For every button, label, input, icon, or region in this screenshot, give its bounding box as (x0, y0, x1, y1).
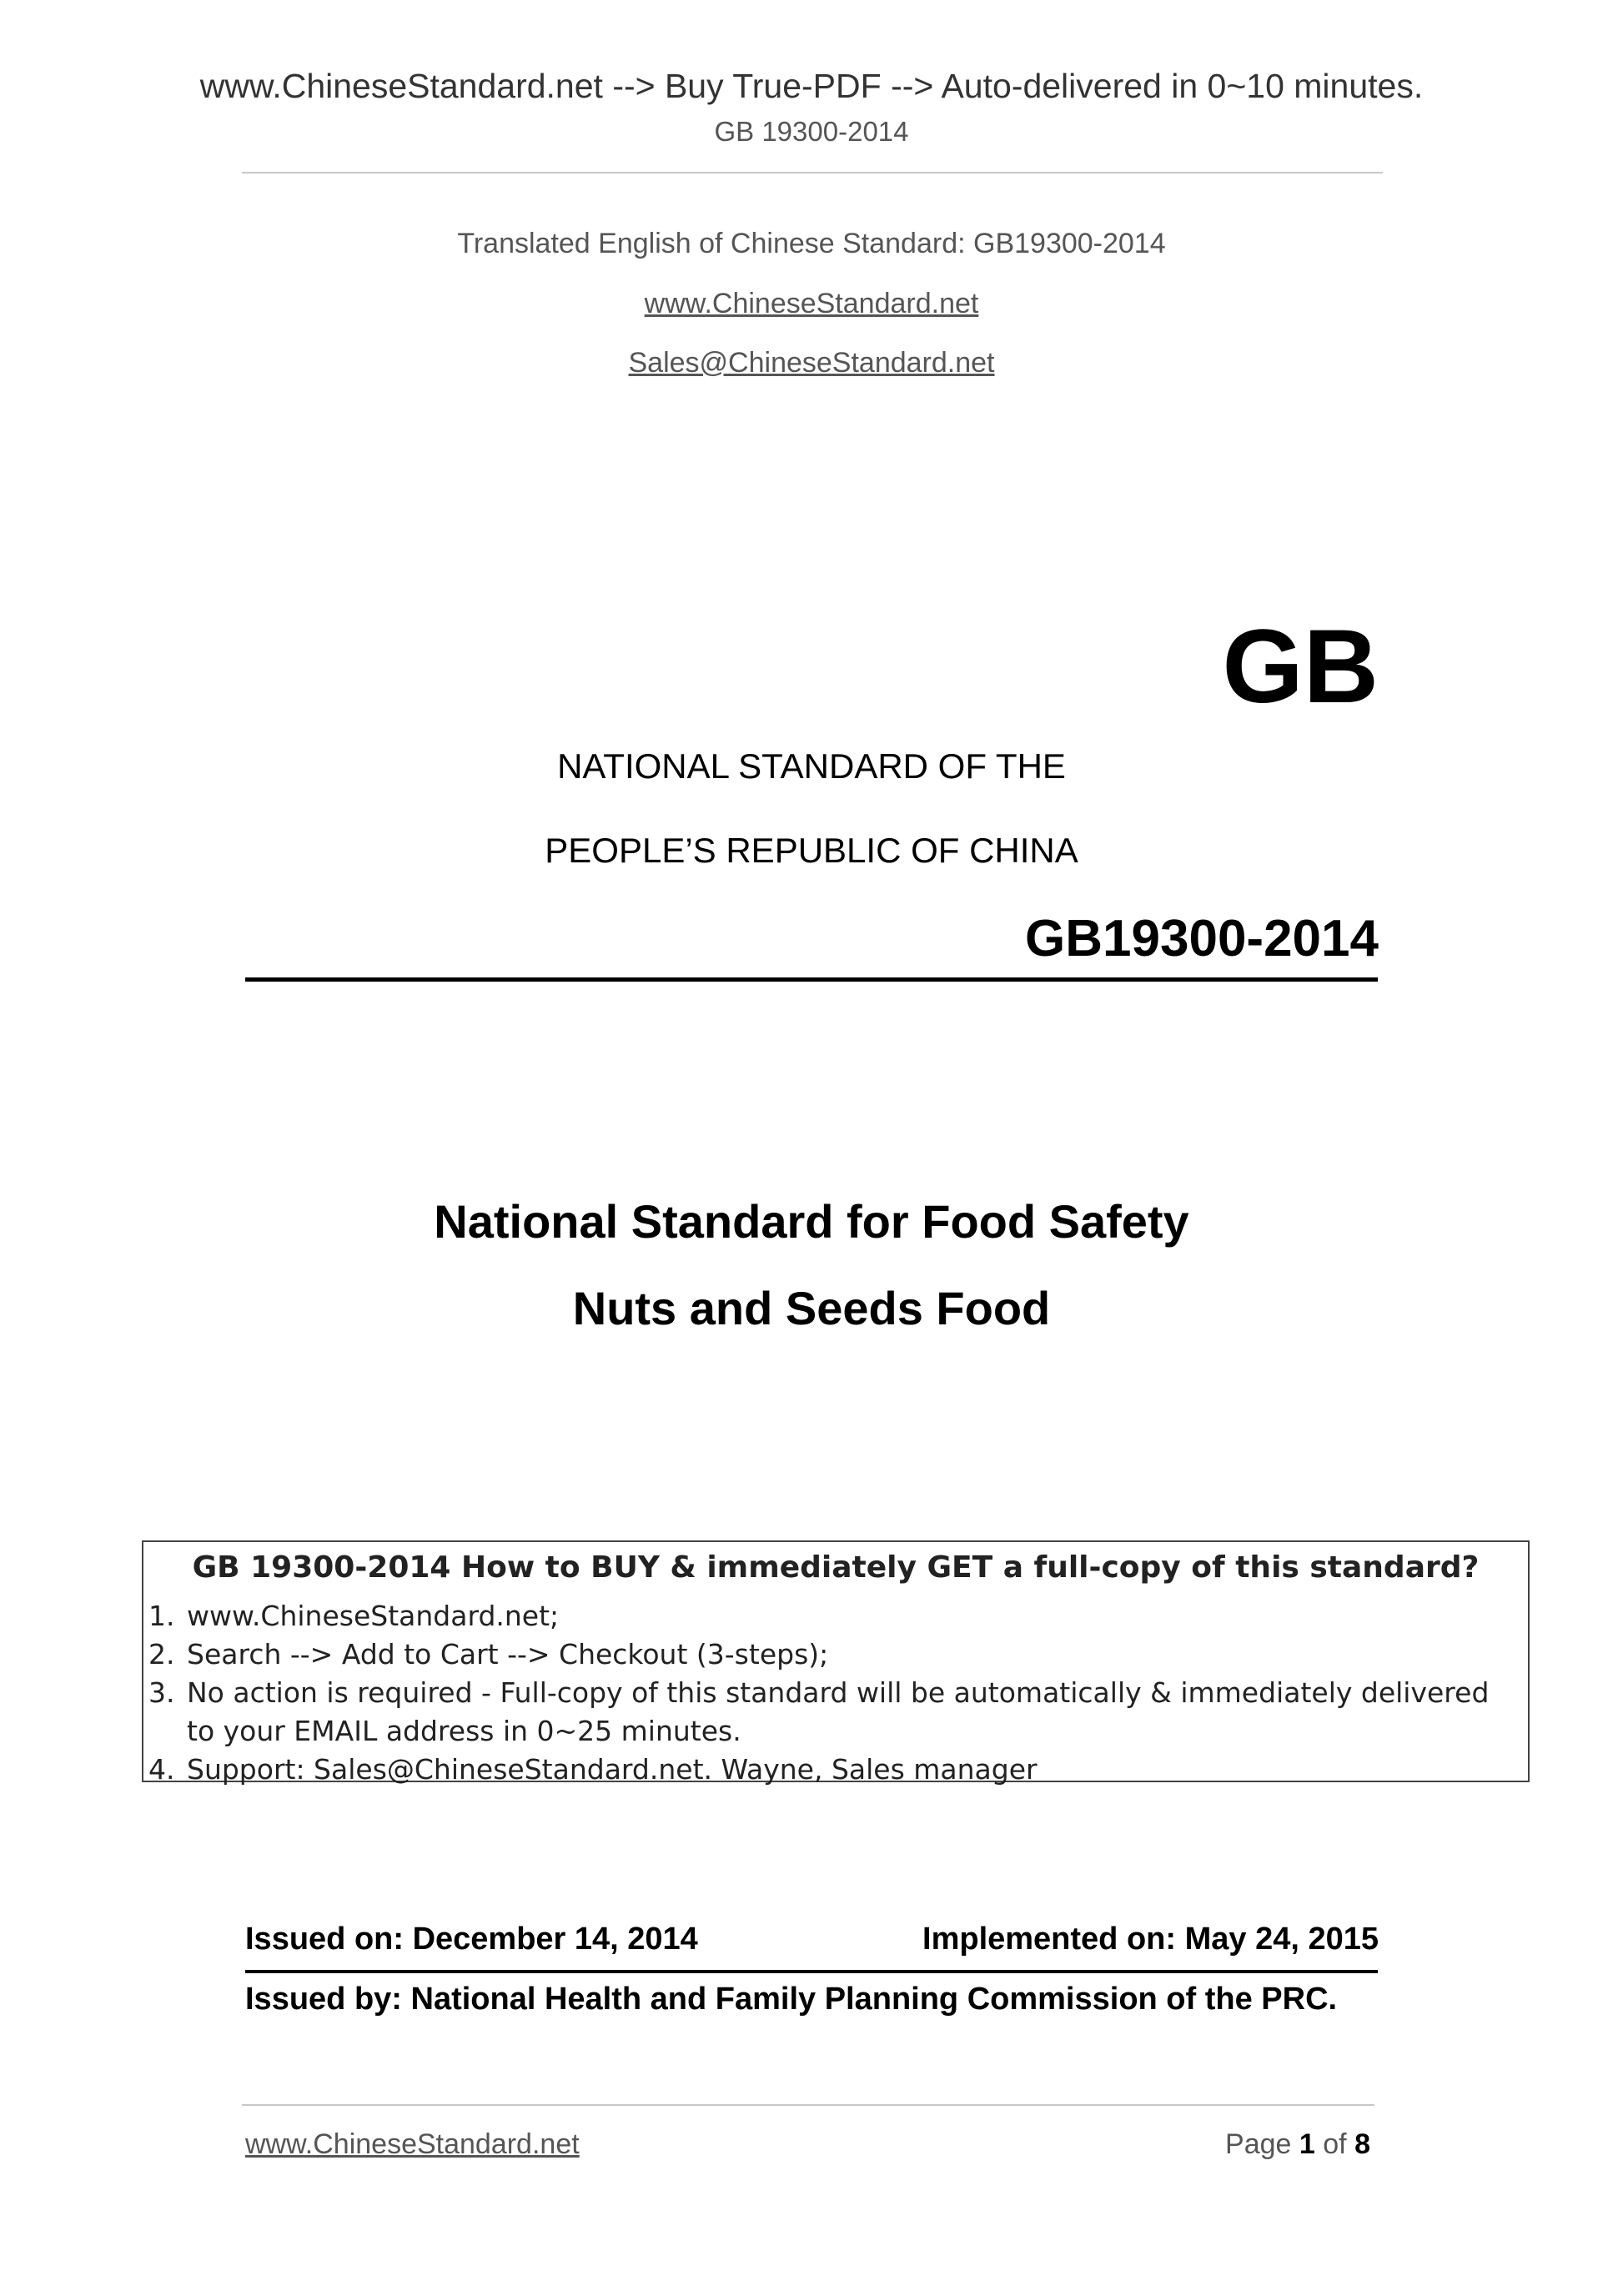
buy-step-text: Search --> Add to Cart --> Checkout (3-steps); (187, 1638, 829, 1671)
footer-divider (242, 2104, 1374, 2106)
buy-box-title: GB 19300-2014 How to BUY & immediately GET a full-copy of this standard? (192, 1550, 1480, 1585)
national-standard-line-1: NATIONAL STANDARD OF THE (557, 746, 1066, 786)
buy-step-text: No action is required - Full-copy of this standard will be automatically & immediately delivered to your EMAIL address in 0~25 minutes. (187, 1676, 1490, 1747)
document-title-line-2: Nuts and Seeds Food (572, 1282, 1051, 1334)
buy-instructions-box (142, 1540, 1530, 1786)
buy-step-text: www.ChineseStandard.net; (187, 1600, 560, 1632)
page-of: of (1314, 2128, 1355, 2160)
issued-on-date: Issued on: December 14, 2014 (245, 1922, 698, 1957)
page-indicator (1225, 2127, 1370, 2162)
header-divider (242, 172, 1383, 173)
page-prefix: Page (1225, 2128, 1299, 2160)
buy-step-number: 2. (148, 1638, 175, 1671)
issue-divider (245, 1970, 1378, 1973)
buy-step-number: 1. (148, 1600, 175, 1632)
email-link-row (0, 346, 1623, 379)
buy-step (148, 1597, 1520, 1635)
standard-number: GB19300-2014 (1025, 910, 1379, 967)
site-link[interactable]: www.ChineseStandard.net (644, 288, 979, 319)
gb-mark: GB (1222, 609, 1379, 725)
standard-number-rule (245, 977, 1378, 982)
page-total: 8 (1354, 2128, 1370, 2160)
site-link-row (0, 287, 1623, 320)
buy-step-number: 4. (148, 1753, 175, 1786)
footer-site-link[interactable]: www.ChineseStandard.net (245, 2128, 580, 2160)
header-standard-code: GB 19300-2014 (714, 116, 909, 147)
document-title-line-1: National Standard for Food Safety (434, 1195, 1189, 1248)
buy-step (148, 1751, 1520, 1789)
issuing-authority: Issued by: National Health and Family Planning Commission of the PRC. (245, 1982, 1338, 2017)
buy-step-text: Support: Sales@ChineseStandard.net. Wayne, Sales manager (187, 1753, 1038, 1786)
email-link[interactable]: Sales@ChineseStandard.net (628, 347, 995, 379)
buy-steps-list (148, 1597, 1520, 1789)
page-current: 1 (1299, 2128, 1315, 2160)
buy-step (148, 1635, 1520, 1674)
national-standard-line-2: PEOPLE’S REPUBLIC OF CHINA (545, 831, 1078, 870)
top-banner: www.ChineseStandard.net --> Buy True-PDF --> Auto-delivered in 0~10 minutes. (199, 67, 1424, 105)
buy-step-number: 3. (148, 1676, 175, 1709)
implemented-on-date: Implemented on: May 24, 2015 (922, 1922, 1379, 1957)
translation-note: Translated English of Chinese Standard: GB19300-2014 (457, 228, 1166, 259)
buy-step (148, 1674, 1520, 1751)
